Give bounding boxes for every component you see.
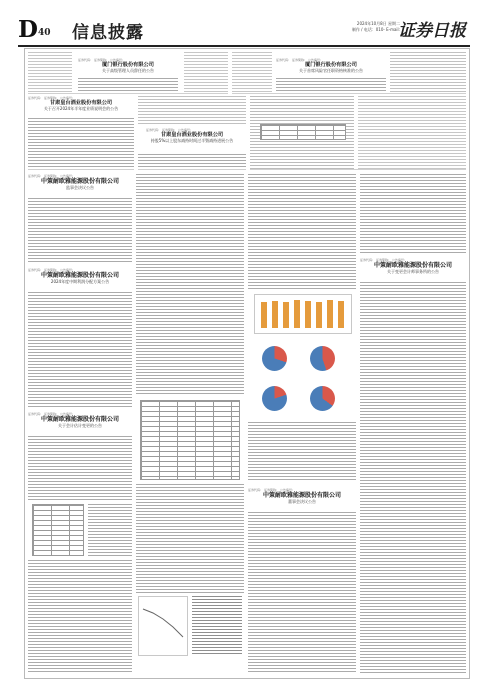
pie-chart <box>310 386 335 411</box>
article-title: 中策耐欧雅能源股份有限公司 <box>40 272 119 279</box>
article-notice-block <box>250 96 466 170</box>
data-table <box>260 124 346 140</box>
chart-bar <box>327 300 333 328</box>
article-body <box>360 174 466 254</box>
article-xiamen-bank-2 <box>232 52 466 94</box>
article-title: 中策耐欧雅能源股份有限公司 <box>262 492 341 499</box>
article-xiamen-bank-1 <box>28 52 228 94</box>
article-title: 中策耐欧雅能源股份有限公司 <box>373 262 452 269</box>
masthead-info <box>260 21 400 33</box>
article-title: 甘肃皇台酒业股份有限公司 <box>49 100 113 106</box>
article-subtitle: 关于召开2024年半年度业绩说明会的公告 <box>43 106 119 112</box>
newspaper-logo: 证券日报 <box>398 21 466 41</box>
article-tag: 证券代码： 证券简称： 公告编号： <box>28 174 75 178</box>
article-tag: 证券代码： 证券简称： 公告编号： <box>360 258 407 262</box>
article-body <box>136 174 244 394</box>
article-title: 中策耐欧雅能源股份有限公司 <box>40 416 119 423</box>
article-tag: 证券代码： 证券简称： 公告编号： <box>248 488 295 492</box>
article-heading <box>28 268 132 284</box>
chart-bar <box>261 302 267 328</box>
data-table <box>140 400 240 480</box>
article-body <box>28 292 132 408</box>
article-subtitle: 持股5%以上股东减持时间过半暨减持进展公告 <box>150 138 234 144</box>
article-body <box>28 118 134 170</box>
article-tag: 证券代码： 证券简称： 公告编号： <box>28 268 75 272</box>
article-body <box>184 52 228 94</box>
article-tag: 证券代码： 证券简称： 公告编号： <box>276 58 323 62</box>
article-subtitle: 董事会决议公告 <box>288 499 316 505</box>
line-chart-graphic <box>139 597 187 655</box>
article-huangtai-2 <box>138 96 246 170</box>
article-title: 厦门银行股份有限公司 <box>305 62 357 68</box>
article-body <box>138 96 246 126</box>
chart-bar <box>294 300 300 328</box>
article-column-3 <box>248 174 356 674</box>
article-tag: 证券代码： 证券简称： 公告编号： <box>28 96 75 100</box>
section-title: 信息披露 <box>72 23 144 43</box>
pie-chart <box>262 346 287 371</box>
article-subtitle: 关于首席风险官任职资格核准的公告 <box>299 68 363 74</box>
article-subtitle: 监事会决议公告 <box>66 185 94 191</box>
chart-bar <box>305 301 311 328</box>
article-column-4 <box>360 174 466 674</box>
article-body <box>88 504 132 556</box>
article-huangtai-1 <box>28 96 134 170</box>
article-subtitle: 2024年度中期利润分配方案公告 <box>50 279 110 285</box>
article-body <box>28 198 132 264</box>
article-body <box>390 52 466 94</box>
article-body <box>248 512 356 674</box>
masthead <box>18 15 466 47</box>
chart-bar <box>316 302 322 328</box>
article-body <box>138 154 246 170</box>
article-body <box>28 560 132 674</box>
article-heading <box>28 412 132 428</box>
chart-bar <box>283 302 289 328</box>
line-chart-figure <box>138 596 188 656</box>
article-title: 甘肃皇台酒业股份有限公司 <box>160 132 224 138</box>
bar-chart-figure <box>254 294 352 334</box>
article-title: 厦门银行股份有限公司 <box>102 62 154 68</box>
data-table <box>32 504 84 556</box>
pie-chart <box>310 346 335 371</box>
article-tag: 证券代码： 证券简称： 公告编号： <box>146 128 193 132</box>
article-body <box>358 96 466 170</box>
page-letter: D <box>18 16 37 43</box>
article-body <box>136 484 244 594</box>
date-line: 2024年10月8日 星期二 <box>356 21 400 26</box>
article-column-2 <box>136 174 244 674</box>
article-zhongce-column <box>28 174 132 674</box>
article-subtitle: 关于高级管理人员辞任的公告 <box>102 68 154 74</box>
article-body <box>78 78 178 94</box>
article-body <box>192 596 242 656</box>
article-subtitle: 关于变更会计师事务所的公告 <box>387 269 439 275</box>
article-body <box>232 52 272 94</box>
article-heading <box>146 128 238 143</box>
article-heading <box>78 58 178 73</box>
article-tag: 证券代码： 证券简称： 公告编号： <box>28 412 75 416</box>
article-body <box>28 436 132 500</box>
chart-bar <box>338 301 344 328</box>
article-heading <box>360 258 466 274</box>
article-tag: 证券代码： 证券简称： 公告编号： <box>78 58 125 62</box>
page-number: 40 <box>38 28 51 38</box>
pie-chart <box>262 386 287 411</box>
contact-line: 制作 / 电话：010- E-mail: <box>351 27 400 32</box>
article-body <box>248 174 356 290</box>
article-body <box>28 52 72 94</box>
article-body <box>248 422 356 482</box>
article-body <box>360 282 466 674</box>
article-body <box>276 78 386 94</box>
article-title: 中策耐欧雅能源股份有限公司 <box>40 178 119 185</box>
chart-bar <box>272 301 278 328</box>
article-heading <box>248 488 356 504</box>
masthead-rule <box>18 45 470 47</box>
article-heading <box>276 58 386 73</box>
article-subtitle: 关于会计估计变更的公告 <box>58 423 102 429</box>
